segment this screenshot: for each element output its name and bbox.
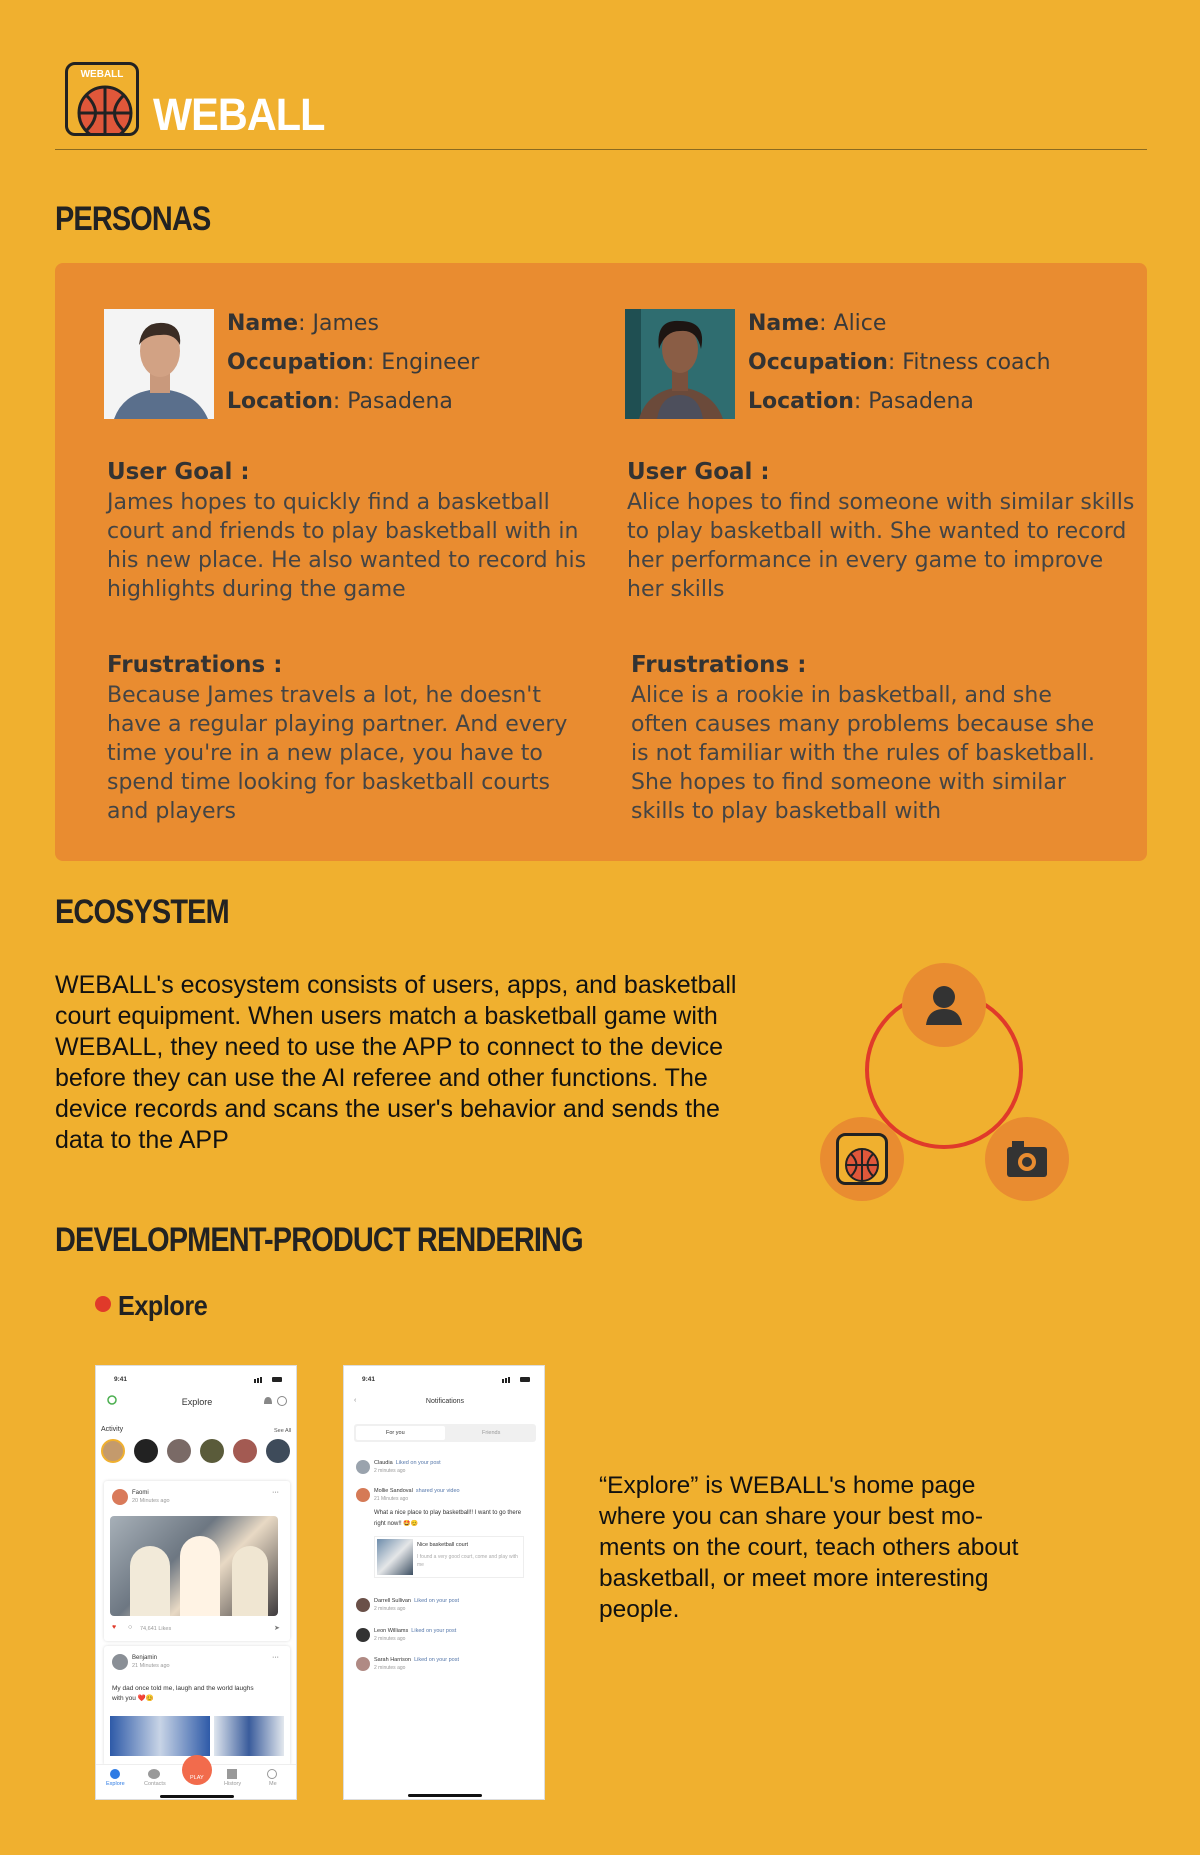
persona-james: Name: James Occupation: Engineer Location: Pasadena User Goal : James hopes to quickly find a basketball court and friends to play basketball with in his new place. He also wanted to record his highlights during the game Frustrations : Because James travels a lot, he doesn't have a regular playing partner. And every time you're in a new place, you have to spend time looking for basketball courts and players — [55, 263, 595, 861]
notif-time: 21 Minutes ago — [374, 1496, 409, 1502]
frustration-title: Frustrations — [631, 652, 790, 678]
frustration-text: Alice is a rookie in basketball, and she often causes many problems because she is not familiar with the rules of basketball. She hopes to find someone with similar skills to play basketball with — [631, 683, 1095, 824]
post-card[interactable] — [104, 1646, 290, 1766]
status-time: 9:41 — [114, 1376, 128, 1383]
persona-occupation: : Engineer — [366, 350, 480, 375]
persona-alice: Name: Alice Occupation: Fitness coach Location: Pasadena User Goal : Alice hopes to find someone with similar skills to play basketball with. She wanted to record her performance in every game to improve her skills Frustrations : Alice is a rookie in basketball, and she often causes many problems because she is not familiar with the rules of basketball. She hopes to find someone with similar skills to play basketball with — [595, 263, 1147, 861]
persona-location: : Pasadena — [853, 389, 974, 414]
avatar[interactable] — [101, 1439, 125, 1463]
heart-icon[interactable]: ♥ — [112, 1624, 117, 1631]
see-all-link[interactable]: See All — [274, 1428, 292, 1434]
notif-item[interactable]: Leon Williams Liked on your post — [374, 1628, 457, 1634]
ecosystem-title: ECOSYSTEM — [55, 893, 229, 931]
occupation-label: Occupation — [748, 350, 888, 375]
name-label: Name — [748, 311, 820, 336]
more-icon[interactable]: ··· — [272, 1654, 279, 1661]
camera-icon — [1006, 1140, 1048, 1178]
avatar[interactable] — [134, 1439, 158, 1463]
goal-title: User Goal — [107, 459, 233, 485]
avatar[interactable] — [200, 1439, 224, 1463]
phone-notifications — [343, 1365, 545, 1800]
nav-contacts[interactable]: Contacts — [144, 1781, 166, 1787]
post-card[interactable] — [104, 1481, 290, 1641]
notif-time: 2 minutes ago — [374, 1606, 406, 1612]
notif-time: 2 minutes ago — [374, 1665, 406, 1671]
post-user: Benjamin — [132, 1655, 158, 1661]
persona-name: : James — [298, 311, 379, 336]
bottom-nav — [96, 1764, 297, 1800]
status-icons — [502, 1376, 530, 1383]
bullet-dot — [95, 1296, 111, 1312]
basketball-icon — [68, 65, 139, 136]
frustration-title: Frustrations — [107, 652, 266, 678]
persona-photo — [625, 309, 735, 419]
send-icon[interactable]: ➤ — [274, 1625, 280, 1632]
post-user: Faomi — [132, 1490, 149, 1496]
bell-icon[interactable] — [262, 1395, 288, 1407]
ecosystem-diagram — [815, 960, 1075, 1210]
back-icon[interactable]: ‹ — [354, 1397, 357, 1404]
tab-friends[interactable]: Friends — [482, 1430, 501, 1436]
nav-me[interactable]: Me — [269, 1781, 277, 1787]
occupation-label: Occupation — [227, 350, 367, 375]
nav-play[interactable]: PLAY — [190, 1775, 204, 1781]
header — [55, 56, 1147, 150]
goal-text: Alice hopes to find someone with similar skills to play basketball with. She wanted to record her performance in every game to improve her skills — [627, 490, 1135, 602]
notif-item[interactable]: Sarah Harrison Liked on your post — [374, 1657, 460, 1663]
logo-text: WEBALL — [80, 69, 124, 80]
tab-for-you-label[interactable]: For you — [386, 1430, 405, 1436]
name-label: Name — [227, 311, 299, 336]
user-icon — [924, 983, 964, 1027]
explore-header: Explore — [181, 1397, 213, 1407]
post-time: 20 Minutes ago — [132, 1498, 170, 1504]
notif-time: 2 minutes ago — [374, 1468, 406, 1474]
post-time: 21 Minutes ago — [132, 1663, 170, 1669]
avatar[interactable] — [266, 1439, 290, 1463]
status-time: 9:41 — [362, 1376, 376, 1383]
nav-history[interactable]: History — [224, 1781, 242, 1787]
status-icons — [254, 1376, 282, 1383]
weball-app-icon — [836, 1133, 888, 1185]
persona-card — [55, 263, 1147, 861]
avatar[interactable] — [167, 1439, 191, 1463]
explore-nav-icon[interactable] — [110, 1769, 120, 1779]
notif-item[interactable]: Darrell Sullivan Liked on your post — [374, 1598, 460, 1604]
nav-explore[interactable]: Explore — [106, 1781, 125, 1787]
likes-count: 74,641 Likes — [140, 1626, 172, 1632]
notif-time: 2 minutes ago — [374, 1636, 406, 1642]
avatar — [356, 1657, 370, 1671]
share-text: What a nice place to play basketball!! I want to go there right now!! 🤩😊 — [374, 1510, 522, 1527]
location-label: Location — [748, 389, 854, 414]
me-icon[interactable] — [267, 1769, 277, 1779]
explore-description: “Explore” is WEBALL's home page where you can share your best mo-ments on the court, teach others about basketball, or meet more interesting people. — [599, 1472, 1019, 1623]
persona-occupation: : Fitness coach — [887, 350, 1051, 375]
home-indicator — [408, 1794, 482, 1797]
history-icon[interactable] — [227, 1769, 237, 1779]
development-title: DEVELOPMENT-PRODUCT RENDERING — [55, 1221, 583, 1259]
avatar — [356, 1488, 370, 1502]
share-card-title: Nice basketball court — [417, 1542, 469, 1548]
ecosystem-text: WEBALL's ecosystem consists of users, apps, and basketball court equipment. When users match a basketball game with WEBALL, they need to use the APP to connect to the device before they can use the AI referee and other functions. The device records and scans the user's behavior and sends the data to the APP — [55, 971, 737, 1154]
brand-title: WEBALL — [153, 89, 325, 140]
avatar — [356, 1460, 370, 1474]
activity-label: Activity — [101, 1426, 124, 1433]
frustration-text: Because James travels a lot, he doesn't have a regular playing partner. And every time you're in a new place, you have to spend time looking for basketball courts and players — [107, 683, 568, 824]
persona-name: : Alice — [819, 311, 887, 336]
contacts-icon[interactable] — [148, 1769, 160, 1779]
persona-photo — [104, 309, 214, 419]
share-thumbnail — [377, 1539, 413, 1575]
post-image — [214, 1716, 284, 1756]
avatar[interactable] — [233, 1439, 257, 1463]
avatar — [356, 1598, 370, 1612]
notifications-header: Notifications — [425, 1398, 465, 1405]
avatar — [356, 1628, 370, 1642]
notif-item[interactable]: Mollie Sandoval shared your video — [374, 1488, 460, 1494]
goal-text: James hopes to quickly find a basketball court and friends to play basketball with in his new place. He also wanted to record his highlights during the game — [107, 490, 587, 602]
phone-explore — [95, 1365, 297, 1800]
avatar — [112, 1654, 128, 1670]
notif-item[interactable]: Claudia Liked on your post — [374, 1460, 441, 1466]
post-image — [110, 1716, 210, 1756]
home-indicator — [160, 1795, 234, 1798]
weball-logo — [65, 62, 139, 136]
comment-icon[interactable]: ○ — [128, 1624, 133, 1631]
location-label: Location — [227, 389, 333, 414]
share-card[interactable] — [374, 1536, 524, 1578]
tab-bar — [354, 1424, 536, 1442]
post-text: My dad once told me, laugh and the world laughs with you ❤️😊 — [112, 1685, 254, 1702]
personas-title: PERSONAS — [55, 200, 211, 238]
persona-location: : Pasadena — [332, 389, 453, 414]
explore-label: Explore — [118, 1290, 208, 1321]
avatar — [112, 1489, 128, 1505]
goal-title: User Goal — [627, 459, 753, 485]
more-icon[interactable]: ··· — [272, 1489, 279, 1496]
post-image — [110, 1516, 278, 1616]
share-card-sub: I found a very good court, come and play with me — [417, 1554, 518, 1568]
